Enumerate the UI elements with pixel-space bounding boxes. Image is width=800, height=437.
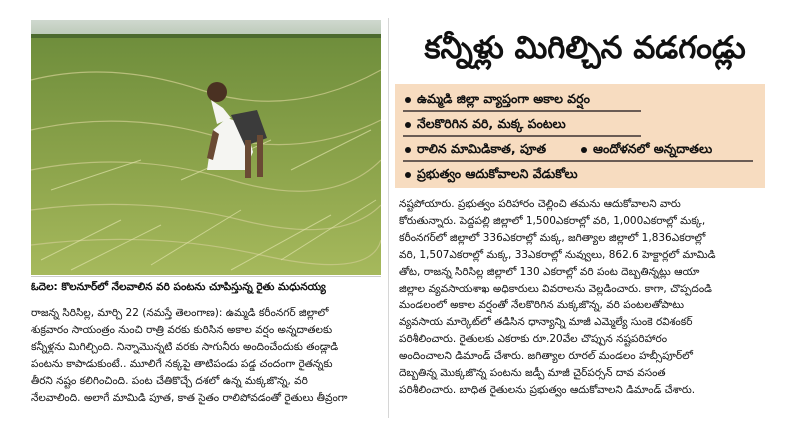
body-line: శుక్రవారం సాయంత్రం నుంచి రాత్రి వరకు కురిసిన అకాల వర్షం అన్నదాతలకు bbox=[31, 323, 333, 336]
highlight-item: నేలకొరిగిన వరి, మక్క పంటలు bbox=[405, 115, 566, 133]
body-line: నష్టపోయారు. ప్రభుత్వం పరిహారం చెల్లించి తమను ఆదుకోవాలని వారు bbox=[399, 198, 681, 210]
article-body-left bbox=[31, 305, 381, 406]
divider-line bbox=[403, 160, 753, 162]
divider-line bbox=[403, 110, 641, 112]
bullet-icon bbox=[405, 122, 411, 128]
bullet-icon bbox=[405, 97, 411, 103]
body-line: పంటను కాపాడుకుంటే.. మూలిగే నక్కపై తాటిపండు పడ్డ చందంగా రైతన్నకు bbox=[31, 357, 333, 370]
body-line: కోరుతున్నారు. పెద్దపల్లి జిల్లాలో 1,500ఎకరాల్లో వరి, 1,000ఎకరాల్లో మక్క, bbox=[399, 214, 706, 227]
highlight-item: ప్రభుత్వం ఆదుకోవాలని వేడుకోలు bbox=[405, 165, 578, 183]
body-line: పరిశీలించారు. బాధిత రైతులను ప్రభుత్వం ఆదుకోవాలని డిమాండ్ చేశారు. bbox=[399, 383, 696, 396]
photo-caption: ఓదెల: కొలనూర్‌లో నేలవాలిన వరి పంటను చూపిస్తున్న రైతు మధునయ్య bbox=[31, 276, 381, 297]
body-line: వరి, 1,507ఎకరాల్లో మక్క, 33ఎకరాల్లో నువ్వులు, 862.6 హెక్టార్లలో మామిడి bbox=[399, 248, 716, 261]
body-line: తీరని నష్టం కలిగించింది. పంట చేతికొచ్చే దశలో ఉన్న మక్కజొన్న, వరి bbox=[31, 374, 308, 387]
body-line: కరీంనగర్‌లో జిల్లాలో 336ఎకరాల్లో మక్క, జగిత్యాల జిల్లాలో 1,836ఎకరాల్లో bbox=[399, 231, 706, 244]
highlight-item: ఉమ్మడి జిల్లా వ్యాప్తంగా అకాల వర్షం bbox=[405, 90, 590, 108]
body-line: తోట, రాజన్న సిరిసిల్ల జిల్లాలో 130 ఎకరాల్లో వరి పంట దెబ్బతిన్నట్లు ఆయా bbox=[399, 265, 700, 278]
bullet-icon bbox=[405, 147, 411, 153]
body-line: రాజన్న సిరిసిల్ల, మార్చి 22 (నమస్తే తెలంగాణ): ఉమ్మడి కరీంనగర్ జిల్లాలో bbox=[31, 307, 329, 319]
body-line: మండలంలో అకాల వర్షంతో నేలకొరిగిన మక్కజొన్న, వరి పంటలతోపాటు bbox=[399, 299, 684, 312]
body-line: జిల్లాల వ్యవసాయశాఖ అధికారులు వివరాలను వెల్లడించారు. కాగా, చొప్పదండి bbox=[399, 282, 712, 295]
body-line: నేలవాలింది. అలాగే మామిడి పూత, కాత సైతం రాలిపోవడంతో రైతులు తీవ్రంగా bbox=[31, 391, 348, 404]
highlights-box bbox=[395, 84, 765, 188]
bullet-icon bbox=[581, 147, 587, 153]
body-line: దెబ్బతిన్న మొక్కజొన్న పంటను జడ్పీ మాజీ చైర్‌పర్సన్ దావ వసంత bbox=[399, 367, 666, 380]
body-line: వ్యవసాయ మార్కెట్‌లో తడిసిన ధాన్యాన్ని మాజీ ఎమ్మెల్యే సుంకె రవిశంకర్ bbox=[399, 316, 693, 329]
bullet-icon bbox=[405, 172, 411, 178]
highlight-item: రాలిన మామిడికాత, పూత bbox=[405, 140, 546, 158]
body-line: అందించాలని డిమాండ్ చేశారు. జగిత్యాల రూరల్ మండలం హబ్సీపూర్‌లో bbox=[399, 350, 693, 363]
column-divider bbox=[388, 18, 389, 418]
body-line: కన్నీళ్లను మిగిల్చింది. నిన్నామొన్నటి వరకు సాగునీరు అందించేందుకు తండ్లాడి bbox=[31, 340, 339, 353]
body-line: పరిశీలించారు. రైతులకు ఎకరాకు రూ.20వేల చొప్పున నష్టపరిహారం bbox=[399, 333, 668, 346]
divider-line bbox=[403, 135, 641, 137]
news-photo bbox=[31, 20, 381, 275]
headline: కన్నీళ్లు మిగిల్చిన వడగండ్లు bbox=[424, 30, 746, 66]
highlight-item: ఆందోళనలో అన్నదాతలు bbox=[581, 140, 712, 158]
article-body-right bbox=[399, 196, 769, 399]
